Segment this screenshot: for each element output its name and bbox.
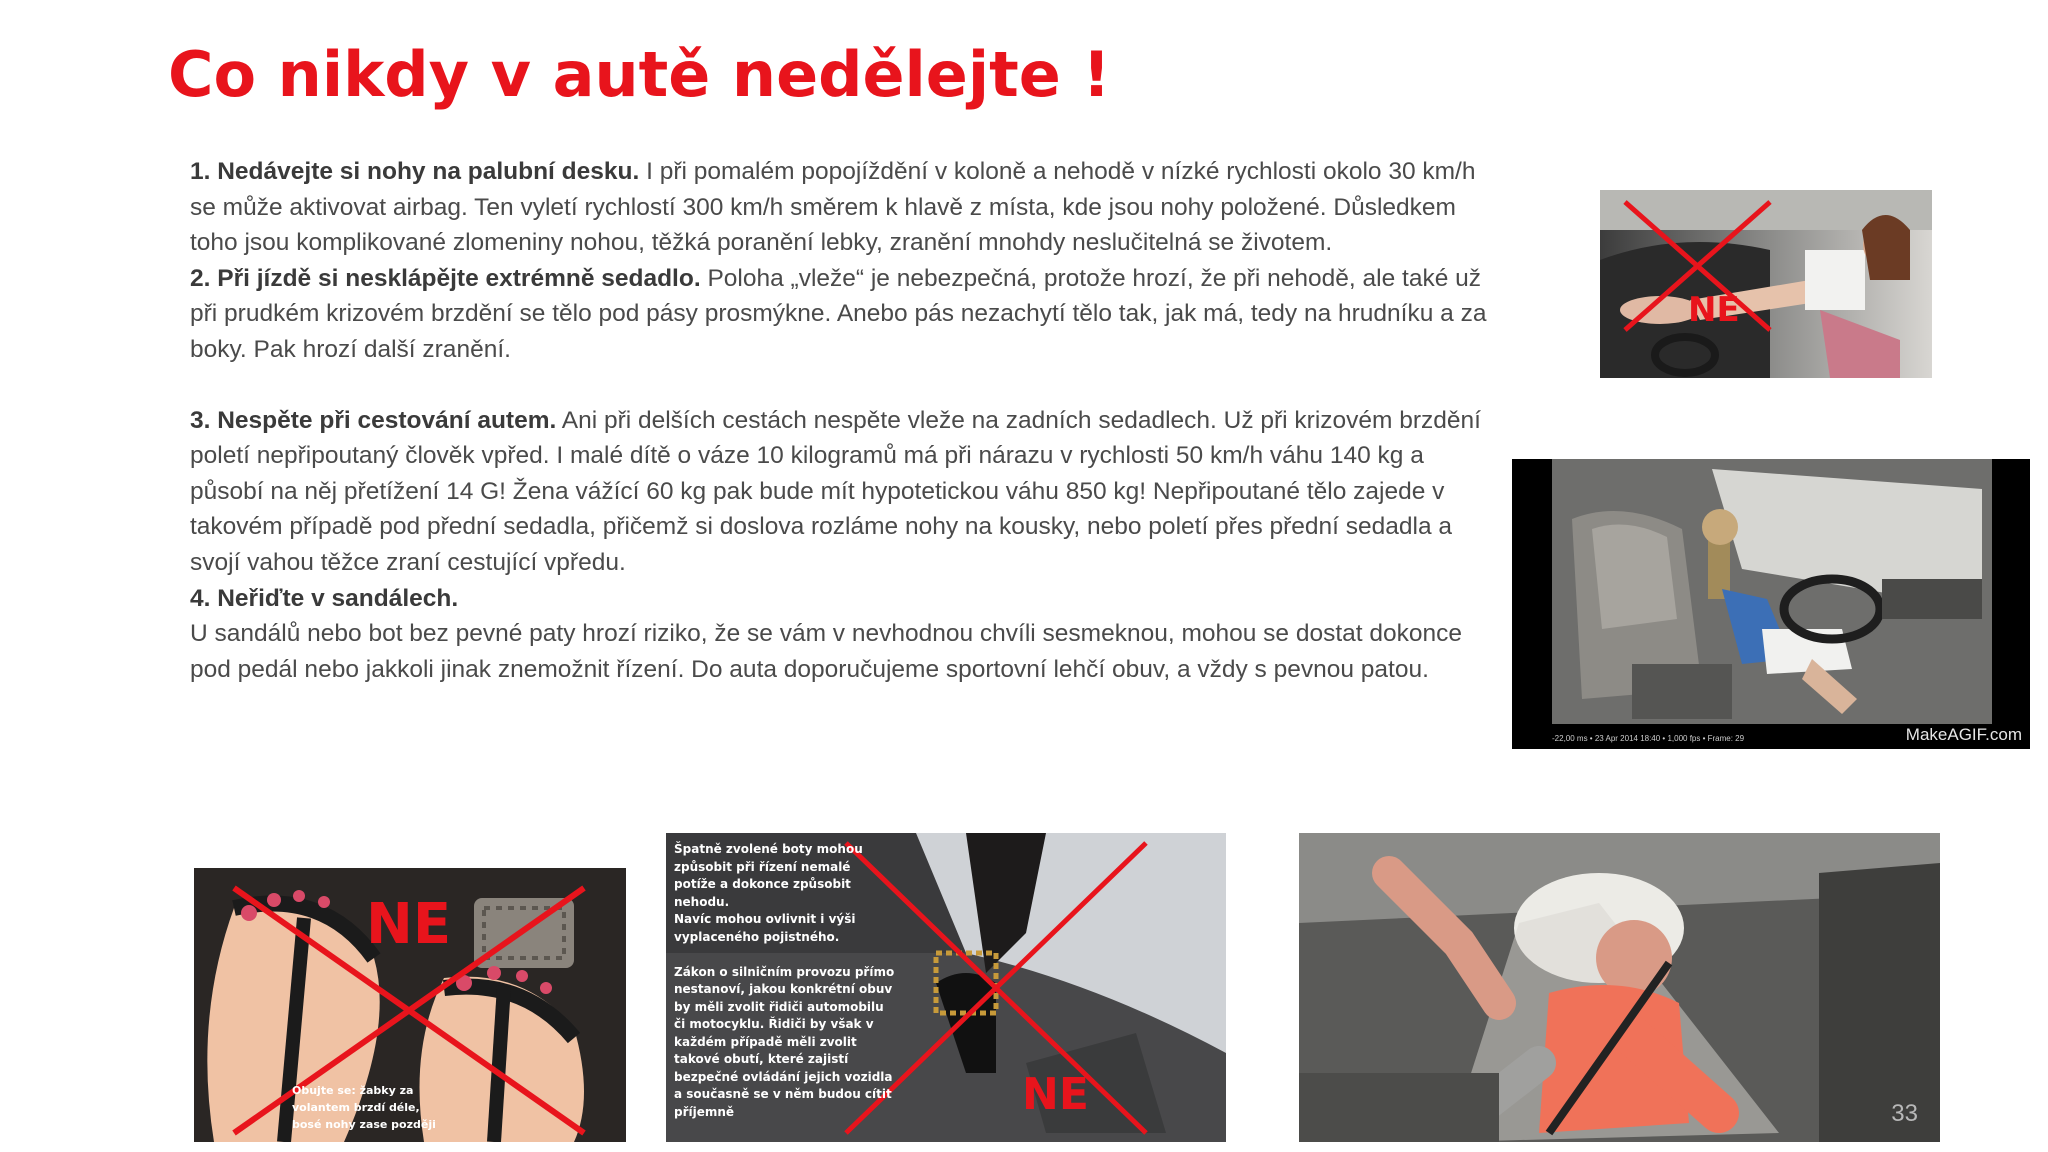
- ne-label: NE: [366, 892, 452, 957]
- crash-test-photo: [1512, 459, 2030, 749]
- ne-label: NE: [1022, 1069, 1089, 1120]
- high-heels-caption: Špatně zvolené boty mohou způsobit při řízení nemalé potíže a dokonce způsobit nehodu. Navíc mohou ovlivnit i výši vyplaceného pojistného. Zákon o silničním provozu přímo nestanoví, jakou konkrétní obuv by měli zvolit řidiči automobilu či motocyklu. Řidiči by však v každém případě měli zvolit takové obutí, které zajistí bezpečné ovládání jejich vozidla a současně se v něm budou cítit příjemně: [674, 842, 895, 1119]
- feet-on-dashboard-photo: [1600, 190, 1932, 378]
- dummy-airbag-photo: [1299, 833, 1940, 1142]
- dummy-airbag-illustration: [1299, 833, 1940, 1142]
- high-heels-photo: [666, 833, 1226, 1142]
- paragraph-4-heading: [190, 581, 1495, 617]
- paragraph-3: [190, 403, 1495, 581]
- paragraph-4: [190, 616, 1495, 687]
- item-3-text: Ani při delších cestách nespěte vleže na zadních sedadlech. Už při krizovém brzdění poletí nepřipoutaný člověk vpřed. I malé dítě o váze 10 kilogramů má při nárazu v rychlosti 50 km/h váhu 140 kg a působí na něj přetížení 14 G! Žena vážící 60 kg pak bude mít hypotetickou váhu 850 kg! Nepřipoutané tělo zajede v takovém případě pod přední sedadla, přičemž si doslova rozláme nohy na kousky, nebo poletí přes přední sedadla a svojí vahou těžce zraní cestující vpředu.: [190, 406, 1481, 576]
- item-3-lead: 3. Nespěte při cestování autem.: [190, 406, 557, 434]
- item-4-lead: 4. Neřiďte v sandálech.: [190, 584, 459, 612]
- flip-flops-photo: [194, 868, 626, 1142]
- item-4-text: U sandálů nebo bot bez pevné paty hrozí riziko, že se vám v nevhodnou chvíli sesmeknou, mohou se dostat dokonce pod pedál nebo jakkoli jinak znemožnit řízení. Do auta doporučujeme sportovní lehčí obuv, a vždy s pevnou patou.: [190, 620, 1463, 683]
- frame-info: -22,00 ms • 23 Apr 2014 18:40 • 1,000 fps • Frame: 29: [1552, 734, 1745, 743]
- item-2-text: Poloha „vleže“ je nebezpečná, protože hrozí, že při nehodě, ale také už při prudkém krizovém brzdění se tělo pod pásy prosmýkne. Anebo pás nezachytí tělo tak, jak má, tedy na hrudníku a za boky. Pak hrozí další zranění.: [190, 264, 1487, 363]
- body-text: [190, 154, 1495, 687]
- flip-flops-caption: Obujte se: žabky za volantem brzdí déle, bosé nohy zase později: [292, 1084, 436, 1131]
- item-1-text: I při pomalém popojíždění v koloně a nehodě v nízké rychlosti okolo 30 km/h se může aktivovat airbag. Ten vyletí rychlostí 300 km/h směrem k hlavě z místa, kde jsou nohy položené. Důsledkem toho jsou komplikované zlomeniny nohou, těžká poranění lebky, zranění mnohdy neslučitelná se životem.: [190, 158, 1476, 257]
- slide-title: Co nikdy v autě nedělejte !: [168, 38, 1111, 111]
- feet-on-dashboard-illustration: [1600, 190, 1932, 378]
- crash-test-illustration: [1512, 459, 2030, 749]
- page-number: 33: [1891, 1100, 1918, 1127]
- item-1-lead: 1. Nedávejte si nohy na palubní desku.: [190, 158, 640, 185]
- paragraph-2: [190, 261, 1495, 368]
- ne-label: NE: [1688, 290, 1740, 330]
- item-2-lead: 2. Při jízdě si nesklápějte extrémně sedadlo.: [190, 264, 701, 292]
- makeagif-watermark: MakeAGIF.com: [1905, 725, 2022, 744]
- paragraph-1: [190, 154, 1495, 261]
